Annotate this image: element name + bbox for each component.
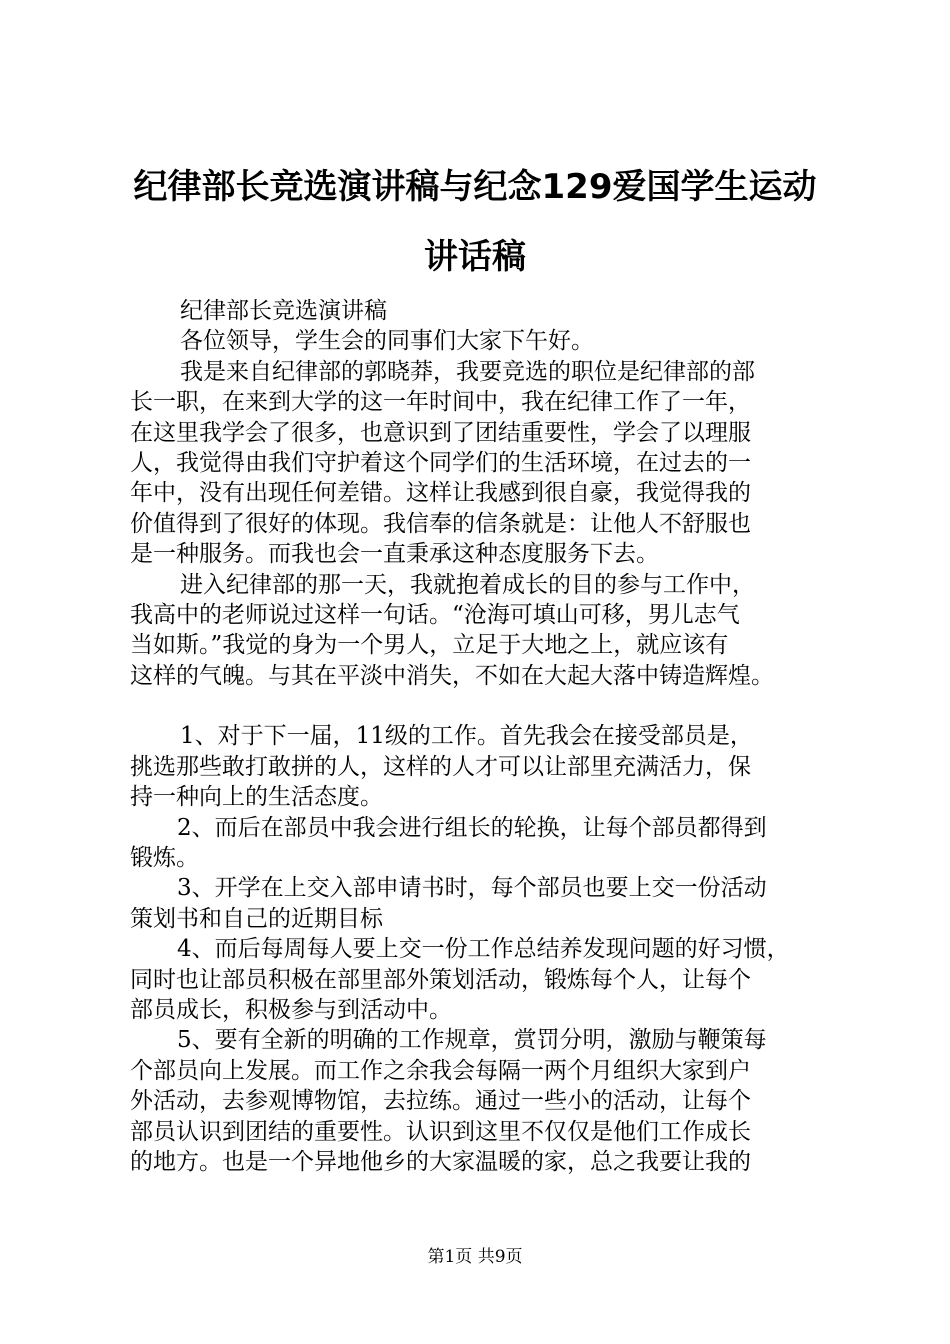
text-line: 部员认识到团结的重要性。认识到这里不仅仅是他们工作成长 [130, 1118, 751, 1145]
text-line: 同时也让部员积极在部里部外策划活动，锻炼每个人，让每个 [130, 966, 751, 993]
text-line: 我是来自纪律部的郭晓莽，我要竞选的职位是纪律部的部 [180, 358, 755, 385]
text-line: 2、而后在部员中我会进行组长的轮换，让每个部员都得到 [177, 814, 767, 841]
text-line: 年中，没有出现任何差错。这样让我感到很自豪，我觉得我的 [130, 480, 751, 507]
text-line: 我高中的老师说过这样一句话。“沧海可填山可移，男儿志气 [130, 601, 740, 628]
text-line: 当如斯。”我觉的身为一个男人，立足于大地之上，就应该有 [130, 632, 729, 659]
text-line: 外活动，去参观博物馆，去拉练。通过一些小的活动，让每个 [130, 1088, 751, 1115]
text-line: 的地方。也是一个异地他乡的大家温暖的家，总之我要让我的 [130, 1148, 751, 1175]
text-line: 是一种服务。而我也会一直秉承这种态度服务下去。 [130, 541, 659, 568]
document-title [110, 152, 840, 292]
text-line: 4、而后每周每人要上交一份工作总结养发现问题的好习惯， [177, 936, 790, 963]
text-line: 人，我觉得由我们守护着这个同学们的生活环境，在过去的一 [130, 449, 751, 476]
text-line: 纪律部长竞选演讲稿 [180, 298, 387, 324]
text-line: 各位领导，学生会的同事们大家下午好。 [180, 328, 594, 355]
text-line: 挑选那些敢打敢拼的人，这样的人才可以让部里充满活力，保 [130, 753, 751, 780]
text-line: 在这里我学会了很多，也意识到了团结重要性，学会了以理服 [130, 419, 751, 446]
blank-line [130, 691, 850, 721]
page-number-footer: 第1页 共9页 [427, 1247, 523, 1267]
text-line: 部员成长，积极参与到活动中。 [130, 996, 452, 1023]
text-line: 进入纪律部的那一天，我就抱着成长的目的参与工作中， [180, 571, 755, 598]
text-line: 1、对于下一届，11级的工作。首先我会在接受部员是， [180, 723, 753, 750]
text-line: 持一种向上的生活态度。 [130, 784, 383, 811]
title-line-2: 讲话稿 [424, 237, 526, 277]
text-line: 个部员向上发展。而工作之余我会每隔一两个月组织大家到户 [130, 1057, 751, 1084]
text-line: 5、要有全新的明确的工作规章，赏罚分明，激励与鞭策每 [177, 1027, 767, 1054]
text-line: 长一职，在来到大学的这一年时间中，我在纪律工作了一年， [130, 389, 751, 416]
text-line: 这样的气魄。与其在平淡中消失，不如在大起大落中铸造辉煌。 [130, 662, 774, 689]
text-line: 锻炼。 [130, 845, 199, 872]
text-line: 价值得到了很好的体现。我信奉的信条就是：让他人不舒服也 [130, 510, 751, 537]
document-body [130, 296, 850, 1177]
text-line: 策划书和自己的近期目标 [130, 905, 383, 932]
text-line: 3、开学在上交入部申请书时，每个部员也要上交一份活动 [177, 875, 767, 902]
title-line-1: 纪律部长竞选演讲稿与纪念129爱国学生运动 [133, 167, 817, 207]
